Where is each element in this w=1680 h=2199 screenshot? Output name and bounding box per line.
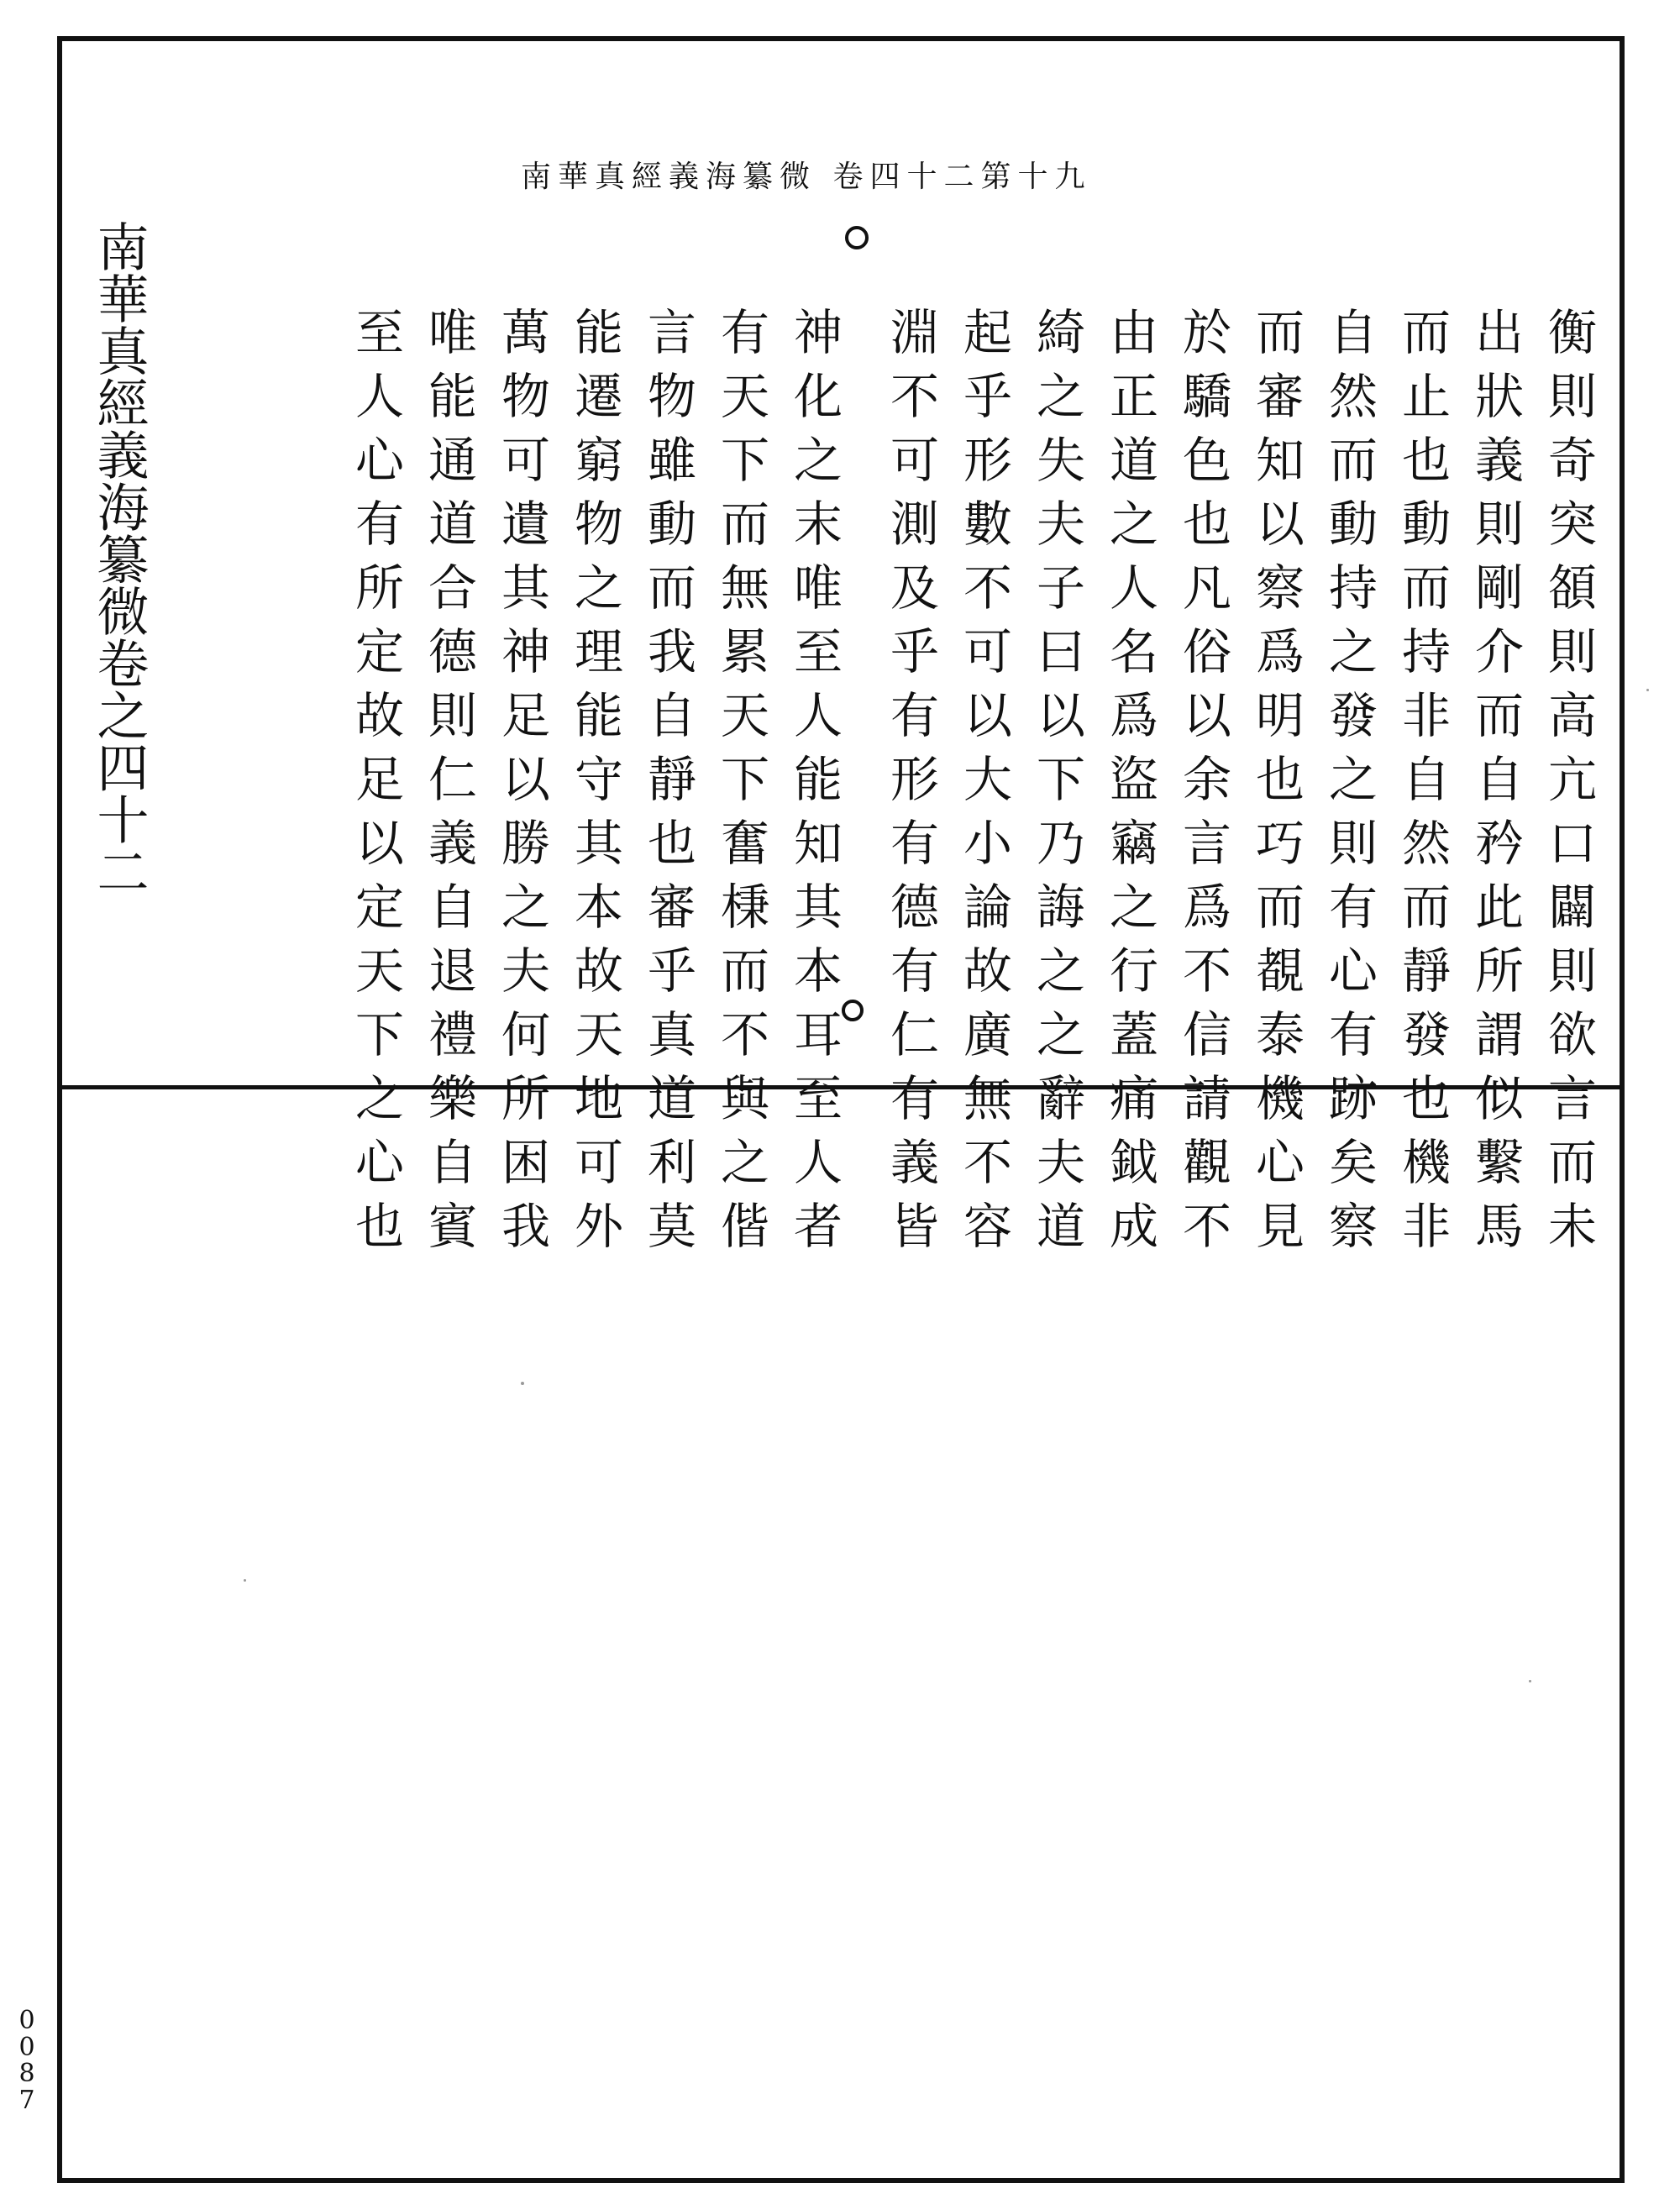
scan-speck (244, 1579, 246, 1582)
text-column: 衡則奇突頟則高亢口闢則欲言而未 (1540, 307, 1597, 1264)
text-column: 淵不可測及乎有形有德有仁有義皆 (882, 307, 939, 1264)
text-column: 而審知以察爲明也巧而覩泰機心見 (1247, 307, 1305, 1264)
section-circle-mark (845, 226, 869, 249)
text-column: 唯能通道合德則仁義自退禮樂自賓 (420, 307, 477, 1264)
scan-speck (1646, 689, 1649, 691)
text-column: 而止也動而持非自然而靜發也機非 (1394, 307, 1451, 1264)
text-column: 言物雖動而我自靜也審乎真道利莫 (639, 307, 696, 1264)
text-column: 起乎形數不可以大小論故廣無不容 (955, 307, 1012, 1264)
text-column: 萬物可遺其神足以勝之夫何所困我 (493, 307, 550, 1264)
text-column: 由正道之人名爲盜竊之行蓋痛鉞成 (1101, 307, 1158, 1264)
text-column: 自然而動持之發之則有心有跡矣察 (1320, 307, 1378, 1264)
text-column: 至人心有所定故足以定天下之心也 (347, 307, 404, 1264)
text-column: 於驕色也凡俗以余言爲不信請觀不 (1174, 307, 1231, 1264)
text-column: 有天下而無累天下奮棅而不與之偕 (712, 307, 769, 1264)
side-title: 南華真經義海纂微卷之四十二 (88, 220, 150, 897)
text-column: 神化之末唯至人能知其本耳至人者 (785, 307, 843, 1264)
text-column: 綺之失夫子曰以下乃誨之之辭夫道 (1028, 307, 1085, 1264)
page-number: 0087 (18, 2006, 35, 2115)
inline-circle-mark (842, 1000, 864, 1021)
scan-speck (521, 1382, 524, 1385)
text-column: 能遷窮物之理能守其本故天地可外 (566, 307, 623, 1264)
scan-speck (1529, 1680, 1531, 1682)
running-head: 南華真經義海纂微 卷四十二第十九 (521, 160, 1092, 194)
text-column: 出狀義則剛介而自矜此所謂似繫馬 (1467, 307, 1524, 1264)
